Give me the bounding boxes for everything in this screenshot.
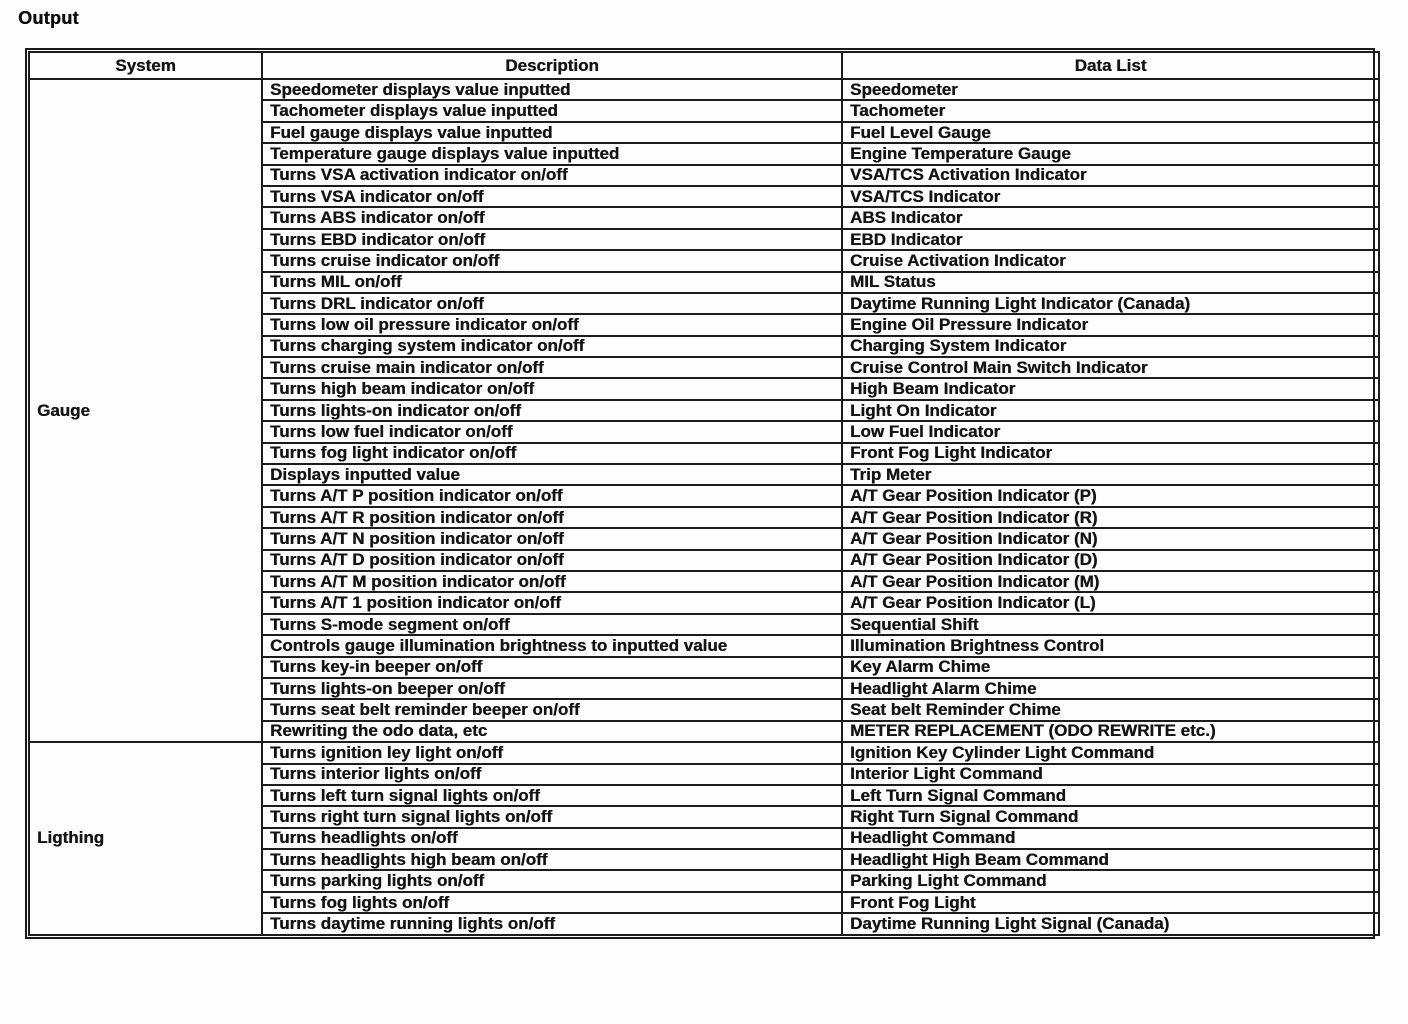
data-list-cell: Daytime Running Light Indicator (Canada)	[842, 293, 1379, 314]
description-cell: Turns A/T N position indicator on/off	[262, 528, 842, 549]
output-table	[28, 51, 1380, 936]
data-list-cell: Right Turn Signal Command	[842, 806, 1379, 827]
description-cell: Turns headlights high beam on/off	[262, 849, 842, 870]
description-cell: Turns VSA indicator on/off	[262, 186, 842, 207]
data-list-cell: High Beam Indicator	[842, 378, 1379, 399]
data-list-cell: A/T Gear Position Indicator (D)	[842, 550, 1379, 571]
description-cell: Turns ABS indicator on/off	[262, 207, 842, 228]
description-cell: Turns A/T 1 position indicator on/off	[262, 592, 842, 613]
table-header	[29, 52, 1379, 79]
data-list-cell: Speedometer	[842, 79, 1379, 100]
table-row	[29, 79, 1379, 100]
description-cell: Turns low fuel indicator on/off	[262, 421, 842, 442]
description-cell: Turns S-mode segment on/off	[262, 614, 842, 635]
description-cell: Turns charging system indicator on/off	[262, 336, 842, 357]
data-list-cell: Front Fog Light Indicator	[842, 443, 1379, 464]
data-list-cell: EBD Indicator	[842, 229, 1379, 250]
description-cell: Turns key-in beeper on/off	[262, 657, 842, 678]
data-list-cell: Sequential Shift	[842, 614, 1379, 635]
description-cell: Turns fog light indicator on/off	[262, 443, 842, 464]
column-header-description: Description	[262, 52, 842, 79]
description-cell: Turns EBD indicator on/off	[262, 229, 842, 250]
description-cell: Turns A/T R position indicator on/off	[262, 507, 842, 528]
data-list-cell: Key Alarm Chime	[842, 657, 1379, 678]
description-cell: Turns headlights on/off	[262, 828, 842, 849]
data-list-cell: Engine Temperature Gauge	[842, 143, 1379, 164]
description-cell: Turns left turn signal lights on/off	[262, 785, 842, 806]
system-cell: Ligthing	[29, 742, 262, 935]
description-cell: Controls gauge illumination brightness to inputted value	[262, 635, 842, 656]
table-body	[29, 79, 1379, 935]
description-cell: Turns high beam indicator on/off	[262, 378, 842, 399]
data-list-cell: ABS Indicator	[842, 207, 1379, 228]
data-list-cell: Light On Indicator	[842, 400, 1379, 421]
description-cell: Turns cruise main indicator on/off	[262, 357, 842, 378]
description-cell: Fuel gauge displays value inputted	[262, 122, 842, 143]
data-list-cell: Daytime Running Light Signal (Canada)	[842, 913, 1379, 934]
description-cell: Turns A/T D position indicator on/off	[262, 550, 842, 571]
data-list-cell: A/T Gear Position Indicator (R)	[842, 507, 1379, 528]
data-list-cell: Parking Light Command	[842, 870, 1379, 891]
data-list-cell: Trip Meter	[842, 464, 1379, 485]
data-list-cell: Tachometer	[842, 100, 1379, 121]
description-cell: Turns fog lights on/off	[262, 892, 842, 913]
description-cell: Turns seat belt reminder beeper on/off	[262, 699, 842, 720]
description-cell: Turns ignition ley light on/off	[262, 742, 842, 763]
data-list-cell: A/T Gear Position Indicator (P)	[842, 485, 1379, 506]
system-cell: Gauge	[29, 79, 262, 742]
data-list-cell: Cruise Control Main Switch Indicator	[842, 357, 1379, 378]
description-cell: Turns lights-on beeper on/off	[262, 678, 842, 699]
data-list-cell: A/T Gear Position Indicator (L)	[842, 592, 1379, 613]
data-list-cell: A/T Gear Position Indicator (M)	[842, 571, 1379, 592]
description-cell: Turns parking lights on/off	[262, 870, 842, 891]
data-list-cell: Headlight Command	[842, 828, 1379, 849]
description-cell: Tachometer displays value inputted	[262, 100, 842, 121]
data-list-cell: METER REPLACEMENT (ODO REWRITE etc.)	[842, 721, 1379, 742]
description-cell: Turns interior lights on/off	[262, 764, 842, 785]
data-list-cell: Charging System Indicator	[842, 336, 1379, 357]
description-cell: Rewriting the odo data, etc	[262, 721, 842, 742]
description-cell: Turns right turn signal lights on/off	[262, 806, 842, 827]
data-list-cell: A/T Gear Position Indicator (N)	[842, 528, 1379, 549]
description-cell: Turns DRL indicator on/off	[262, 293, 842, 314]
table-row	[29, 742, 1379, 763]
data-list-cell: Ignition Key Cylinder Light Command	[842, 742, 1379, 763]
description-cell: Turns VSA activation indicator on/off	[262, 165, 842, 186]
description-cell: Turns A/T M position indicator on/off	[262, 571, 842, 592]
data-list-cell: Interior Light Command	[842, 764, 1379, 785]
description-cell: Turns lights-on indicator on/off	[262, 400, 842, 421]
column-header-system: System	[29, 52, 262, 79]
data-list-cell: Low Fuel Indicator	[842, 421, 1379, 442]
description-cell: Turns A/T P position indicator on/off	[262, 485, 842, 506]
header-row	[29, 52, 1379, 79]
description-cell: Turns cruise indicator on/off	[262, 250, 842, 271]
output-table-frame	[25, 48, 1375, 939]
page-title: Output	[18, 8, 79, 28]
description-cell: Displays inputted value	[262, 464, 842, 485]
data-list-cell: Headlight Alarm Chime	[842, 678, 1379, 699]
data-list-cell: Illumination Brightness Control	[842, 635, 1379, 656]
description-cell: Turns MIL on/off	[262, 272, 842, 293]
column-header-data-list: Data List	[842, 52, 1379, 79]
data-list-cell: Fuel Level Gauge	[842, 122, 1379, 143]
description-cell: Temperature gauge displays value inputted	[262, 143, 842, 164]
description-cell: Turns daytime running lights on/off	[262, 913, 842, 934]
data-list-cell: Front Fog Light	[842, 892, 1379, 913]
data-list-cell: Headlight High Beam Command	[842, 849, 1379, 870]
data-list-cell: Engine Oil Pressure Indicator	[842, 314, 1379, 335]
description-cell: Speedometer displays value inputted	[262, 79, 842, 100]
data-list-cell: MIL Status	[842, 272, 1379, 293]
data-list-cell: Left Turn Signal Command	[842, 785, 1379, 806]
description-cell: Turns low oil pressure indicator on/off	[262, 314, 842, 335]
data-list-cell: Cruise Activation Indicator	[842, 250, 1379, 271]
data-list-cell: Seat belt Reminder Chime	[842, 699, 1379, 720]
data-list-cell: VSA/TCS Activation Indicator	[842, 165, 1379, 186]
data-list-cell: VSA/TCS Indicator	[842, 186, 1379, 207]
